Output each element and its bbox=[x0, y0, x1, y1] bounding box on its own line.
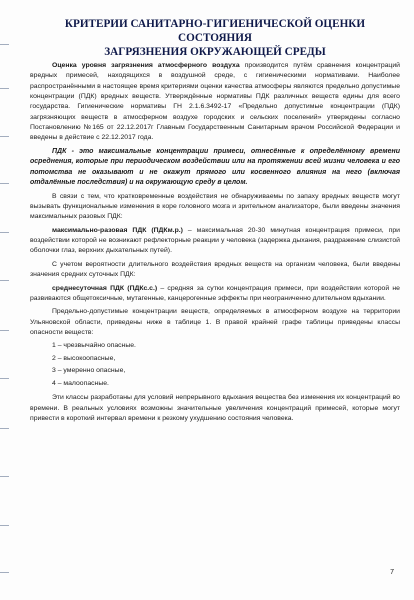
list-item: 4 – малоопасные. bbox=[52, 379, 109, 387]
paragraph-regional-pdk: Предельно-допустимые концентрации веществ, определяемых в атмосферном воздухе на территории Ульяновской области, приведены ниже в таблице 1. В правой крайней графе таблицы приведены классы опасности веществ: bbox=[30, 308, 400, 336]
paragraph-daily-pdk bbox=[30, 284, 400, 305]
document-content bbox=[30, 17, 400, 424]
title-line-2: ЗАГРЯЗНЕНИЯ ОКРУЖАЮЩЕЙ СРЕДЫ bbox=[104, 46, 326, 58]
paragraph-text: производится путём сравнения концентраций вредных примесей, находящихся в воздушной среде, с гигиеническими нормативами. Наиболее распространёнными в настоящее время критериями оценки качества атмосферы являются предельно допустимые концентрации (ПДК) вредных веществ. Утверждённые нормативы ПДК различных веществ едины для всего государства. Гигиенические нормативы ГН 2.1.6.3492-17 «Предельно допустимые концентрации (ПДК) загрязняющих веществ в атмосферном воздухе городских и сельских поселений» утверждены согласно Постановлению №165 от 22.12.2017г Главным Государственным Санитарным врачом Российской Федерации и введены в действие с 22.12.2017 года. bbox=[30, 62, 400, 142]
page-number: 7 bbox=[390, 569, 394, 576]
paragraph-continuous-inhalation: Эти классы разработаны для условий непрерывного вдыхания вещества без изменения их концентраций во времени. В реальных условиях возможны значительные увеличения концентраций примесей, которые могут привести в короткий интервал времени к резкому ухудшению состояния человека. bbox=[30, 394, 400, 422]
list-item: 1 – чрезвычайно опасные. bbox=[52, 342, 136, 350]
term-max-single-pdk: максимально-разовая ПДК (ПДКм.р.) bbox=[52, 226, 183, 234]
paragraph-short-term-exposure: В связи с тем, что кратковременные воздействия не обнаруживаемы по запаху вредных веществ могут вызывать функциональные изменения в коре головного мозга и зрительном анализаторе, были введены значения максимальных разовых ПДК: bbox=[30, 192, 400, 221]
list-item: 3 – умеренно опасные, bbox=[52, 367, 126, 375]
hazard-class-list bbox=[30, 340, 400, 389]
page-title bbox=[30, 17, 400, 59]
list-item: 2 – высокоопасные, bbox=[52, 354, 116, 362]
binding-edge-marks bbox=[0, 0, 12, 600]
paragraph-max-single-pdk bbox=[30, 226, 400, 257]
paragraph-long-term-exposure: С учетом вероятности длительного воздействия вредных веществ на организм человека, были введены значения средних суточных ПДК: bbox=[30, 260, 400, 279]
paragraph-text: – средняя за сутки концентрация примеси, при воздействии которой не развиваются общетоксичные, мутагенные, канцерогенные эффекты при неограниченно длительном вдыхании. bbox=[30, 284, 400, 302]
bold-lead-assessment: Оценка уровня загрязнения атмосферного воздуха bbox=[52, 62, 240, 69]
paragraph-text: – максимальная 20-30 минутная концентрация примеси, при воздействии которой не возникают рефлекторные реакции у человека (задержка дыхания, раздражение слизистой оболочки глаз, верхних дыхательных путей). bbox=[30, 226, 400, 255]
pdk-definition: ПДК - это максимальные концентрации примеси, отнесённые к определённому времени осреднения, которые при периодическом воздействии или на протяжении всей жизни человека и его потомства не оказывают и не окажут прямого или косвенного влияния на него (включая отдалённые последствия) и на окружающую среду в целом. bbox=[30, 147, 400, 187]
term-daily-pdk: среднесуточная ПДК (ПДКс.с.) bbox=[52, 284, 158, 292]
title-line-1: КРИТЕРИИ САНИТАРНО-ГИГИЕНИЧЕСКОЙ ОЦЕНКИ СОСТОЯНИЯ bbox=[64, 18, 366, 44]
paragraph-air-quality-assessment bbox=[30, 61, 400, 144]
